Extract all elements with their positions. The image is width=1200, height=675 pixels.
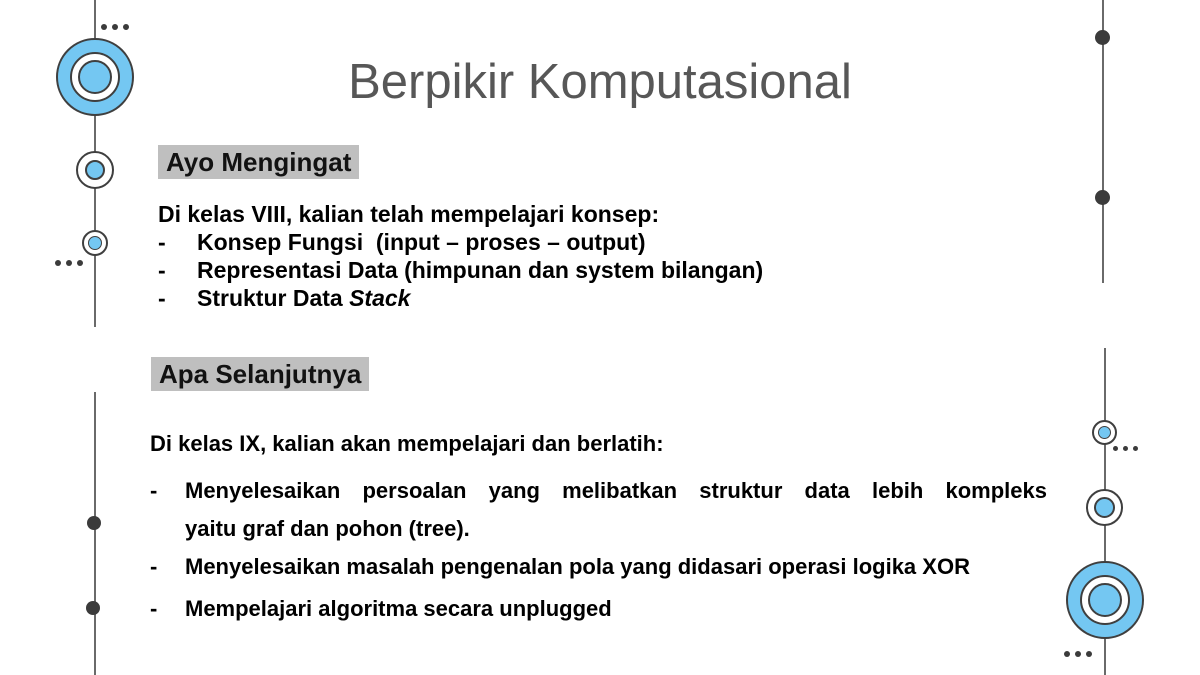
bullet-dash: - [150, 596, 158, 621]
list-item [158, 228, 778, 256]
list-item [150, 472, 1047, 548]
list-item [150, 548, 1047, 586]
list-item-text: Konsep Fungsi (input – proses – output) [197, 229, 646, 255]
list-item-text: Mempelajari algoritma secara unplugged [185, 596, 612, 621]
list-item [150, 590, 1047, 628]
section-2-intro: Di kelas IX, kalian akan mempelajari dan berlatih: [150, 431, 664, 456]
list-item-text [185, 472, 1047, 548]
list-item-line-2: yaitu graf dan pohon (tree). [185, 516, 470, 541]
list-item-text: Menyelesaikan masalah pengenalan pola yang didasari operasi logika XOR [185, 554, 970, 579]
concentric-circle-large-icon [1066, 561, 1144, 639]
timeline-node-dot [87, 516, 101, 530]
concentric-circle-medium-icon [76, 151, 114, 189]
ellipsis-dots-icon [101, 24, 129, 30]
circle-core [1094, 497, 1115, 518]
italic-term: Stack [349, 285, 411, 311]
timeline-line-left-bottom [94, 392, 96, 675]
concentric-circle-medium-icon [1086, 489, 1123, 526]
ellipsis-dots-icon [1113, 446, 1138, 451]
section-2-body [150, 430, 1047, 628]
list-item-line-1: Menyelesaikan persoalan yang melibatkan struktur data lebih kompleks [185, 478, 1047, 503]
ellipsis-dots-icon [1064, 651, 1092, 657]
section-1-body [158, 200, 778, 312]
bullet-dash: - [158, 257, 166, 283]
list-item-text-prefix: Struktur Data [197, 285, 350, 311]
timeline-node-dot [1095, 190, 1110, 205]
circle-core [1088, 583, 1122, 617]
timeline-node-dot [86, 601, 100, 615]
concentric-circle-small-icon [1092, 420, 1117, 445]
section-1-intro: Di kelas VIII, kalian telah mempelajari konsep: [158, 201, 660, 227]
bullet-dash: - [158, 229, 166, 255]
list-item [158, 284, 778, 312]
circle-core [88, 236, 102, 250]
timeline-node-dot [1095, 30, 1110, 45]
section-heading-ayo-mengingat: Ayo Mengingat [158, 145, 359, 179]
circle-core [1098, 426, 1111, 439]
section-heading-apa-selanjutnya: Apa Selanjutnya [151, 357, 369, 391]
circle-core [85, 160, 105, 180]
slide-title: Berpikir Komputasional [348, 55, 852, 109]
list-item [158, 256, 778, 284]
concentric-circle-small-icon [82, 230, 108, 256]
bullet-dash: - [150, 554, 158, 579]
list-item-text [197, 284, 410, 312]
ellipsis-dots-icon [55, 260, 83, 266]
bullet-dash: - [150, 478, 158, 503]
circle-ring [1080, 575, 1130, 625]
list-item-text: Representasi Data (himpunan dan system bilangan) [197, 257, 764, 283]
bullet-dash: - [158, 285, 166, 311]
